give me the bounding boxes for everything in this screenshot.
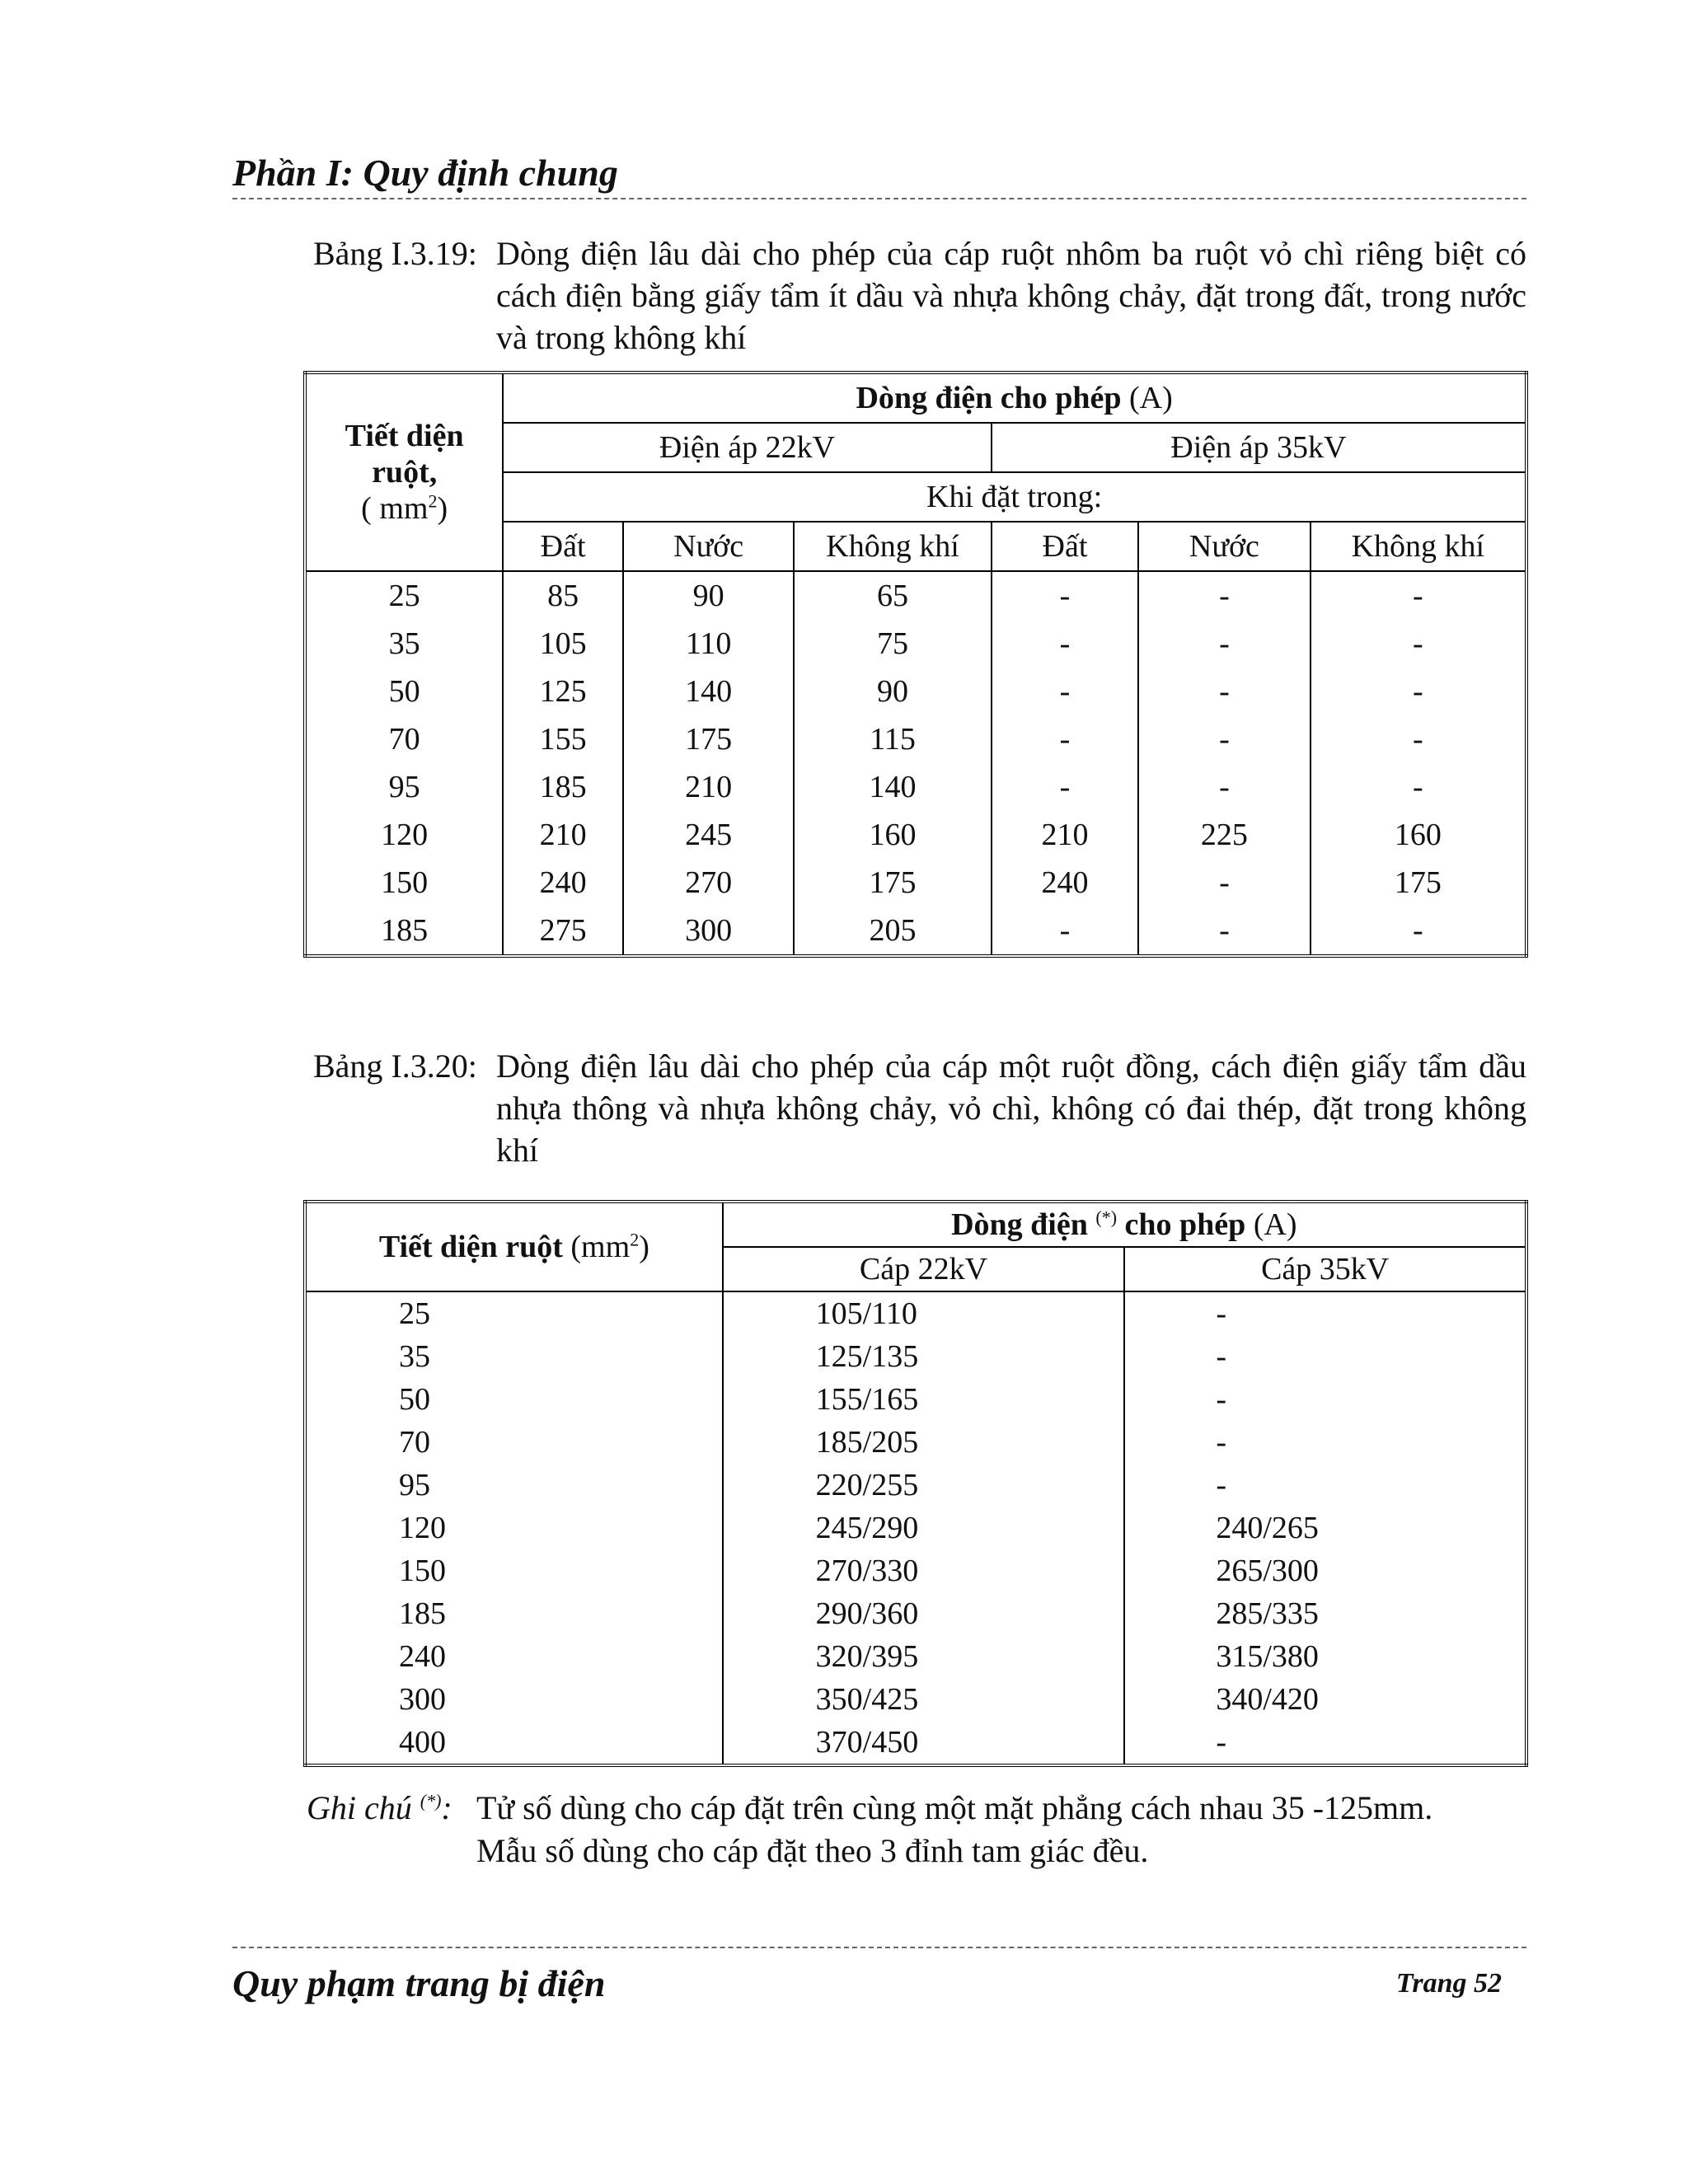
table-cell: 270 [623,859,794,907]
table1-sub-header: Không khí [1311,522,1526,571]
footer-rule [232,1947,1526,1948]
table-cell: 240/265 [1124,1507,1526,1549]
table1-current-header: Dòng điện cho phép (A) [503,373,1526,423]
table-cell: 210 [992,811,1138,859]
table-cell: 90 [623,571,794,620]
table1-sub-header: Đất [992,522,1138,571]
note [307,1787,1526,1872]
table-cell: - [1138,859,1310,907]
table-cell: 315/380 [1124,1635,1526,1678]
table-row [305,1378,1526,1421]
table-cell: 105 [503,620,623,668]
table1-col-header-line2: ruột, [372,455,438,490]
table2-current-header: Dòng điện (*) cho phép (A) [723,1202,1526,1247]
table-cell: 370/450 [723,1721,1125,1765]
table-cell: 265/300 [1124,1549,1526,1592]
table-row [305,1464,1526,1507]
table-cell: 320/395 [723,1635,1125,1678]
table-cell: 75 [794,620,991,668]
table-cell: - [1124,1378,1526,1421]
table-cell: 185 [305,907,503,956]
table-cell: 115 [794,715,991,763]
table-row [305,1678,1526,1721]
table-cell: 25 [305,571,503,620]
table-cell: 125 [503,668,623,715]
table-cell: 35 [305,1335,723,1378]
table2-body [305,1291,1526,1765]
table1-col-header [305,373,503,571]
table-row [305,1549,1526,1592]
table-cell: 175 [1311,859,1526,907]
table2-caption-body: Dòng điện lâu dài cho phép của cáp một ruột đồng, cách điện giấy tẩm dầu nhựa thông và nhựa không chảy, vỏ chì, không có đai thép, đặt trong không khí [496,1047,1526,1169]
table-cell: 150 [305,1549,723,1592]
table-cell: 240 [305,1635,723,1678]
table-cell: - [1138,668,1310,715]
table-row [305,1635,1526,1678]
table1-col-header-line1: Tiết diện [345,419,464,453]
table-cell: 110 [623,620,794,668]
table1-placement: Khi đặt trong: [503,472,1526,522]
table-row [305,1291,1526,1335]
table-cell: - [992,668,1138,715]
table-cell: 35 [305,620,503,668]
table-cell: 270/330 [723,1549,1125,1592]
table1-caption-lead: Bảng I.3.19: [313,235,477,272]
table2-caption [313,1045,1526,1171]
table-cell: 140 [794,763,991,811]
table-cell: 290/360 [723,1592,1125,1635]
table-cell: 160 [794,811,991,859]
note-text [476,1787,1526,1872]
table-cell: 185 [503,763,623,811]
table1 [303,371,1528,958]
table1-col-header-unit: ( $mm^2$) [361,490,448,526]
table-cell: 245/290 [723,1507,1125,1549]
note-line-1: Tử số dùng cho cáp đặt trên cùng một mặt phẳng cách nhau 35 -125mm. [476,1789,1433,1826]
table-cell: 120 [305,811,503,859]
table-cell: 220/255 [723,1464,1125,1507]
table-cell: 205 [794,907,991,956]
table-cell: 155 [503,715,623,763]
table1-sub-header: Đất [503,522,623,571]
table-cell: - [1311,620,1526,668]
table1-caption [313,232,1526,359]
table-cell: 175 [794,859,991,907]
table-cell: 50 [305,1378,723,1421]
table-cell: - [1138,571,1310,620]
table-cell: 300 [623,907,794,956]
table-cell: 240 [992,859,1138,907]
table-cell: 120 [305,1507,723,1549]
table1-body [305,571,1526,956]
table2-sub-header: Cáp 35kV [1124,1247,1526,1291]
table-cell: 70 [305,1421,723,1464]
table-cell: 300 [305,1678,723,1721]
table2-caption-lead: Bảng I.3.20: [313,1047,477,1085]
table-cell: 350/425 [723,1678,1125,1721]
table-cell: 25 [305,1291,723,1335]
table-row [305,1592,1526,1635]
table-cell: - [1124,1464,1526,1507]
table1-sub-header: Không khí [794,522,991,571]
table-cell: - [1311,907,1526,956]
table1-voltage-35: Điện áp 35kV [992,423,1526,472]
table-row [305,1421,1526,1464]
table-cell: - [1124,1421,1526,1464]
table1-voltage-22: Điện áp 22kV [503,423,991,472]
table-cell: - [1138,715,1310,763]
table-cell: 185/205 [723,1421,1125,1464]
table-row [305,715,1526,763]
table-cell: - [1138,763,1310,811]
table-row [305,1721,1526,1765]
table-cell: - [1124,1335,1526,1378]
table-row [305,1335,1526,1378]
table-cell: 70 [305,715,503,763]
table-cell: 105/110 [723,1291,1125,1335]
table-cell: 340/420 [1124,1678,1526,1721]
note-label: Ghi chú (*): [307,1789,452,1826]
table-cell: - [1138,907,1310,956]
note-line-2: Mẫu số dùng cho cáp đặt theo 3 đỉnh tam giác đều. [476,1832,1149,1869]
table-cell: 155/165 [723,1378,1125,1421]
table2 [303,1200,1528,1767]
table-row [305,763,1526,811]
table-row [305,811,1526,859]
table-cell: 95 [305,763,503,811]
table-cell: - [1138,620,1310,668]
table-cell: 140 [623,668,794,715]
table-cell: - [1311,668,1526,715]
table-row [305,859,1526,907]
table1-sub-header: Nước [623,522,794,571]
table-cell: 245 [623,811,794,859]
table-cell: - [1311,763,1526,811]
table-row [305,571,1526,620]
table-cell: - [992,571,1138,620]
table-cell: 150 [305,859,503,907]
table-cell: 185 [305,1592,723,1635]
table-cell: - [1311,571,1526,620]
table-row [305,668,1526,715]
table-cell: 210 [503,811,623,859]
footer-page-number: Trang 52 [1395,1968,1502,1999]
table-cell: - [1124,1721,1526,1765]
table2-sub-header: Cáp 22kV [723,1247,1125,1291]
table-cell: 65 [794,571,991,620]
table-cell: 275 [503,907,623,956]
table-cell: 95 [305,1464,723,1507]
table1-sub-header: Nước [1138,522,1310,571]
table-cell: - [1124,1291,1526,1335]
table-cell: 400 [305,1721,723,1765]
table-cell: - [1311,715,1526,763]
table-row [305,907,1526,956]
table-cell: - [992,715,1138,763]
table-cell: 160 [1311,811,1526,859]
header-rule [232,198,1526,199]
footer-title: Quy phạm trang bị điện [232,1962,606,2004]
table-cell: 85 [503,571,623,620]
table-cell: 285/335 [1124,1592,1526,1635]
table-cell: - [992,907,1138,956]
table-cell: 90 [794,668,991,715]
table-cell: 125/135 [723,1335,1125,1378]
table-cell: - [992,620,1138,668]
table-row [305,1507,1526,1549]
table-row [305,620,1526,668]
table2-col-header: Tiết diện ruột $(mm^2)$ [305,1202,723,1291]
table1-caption-body: Dòng điện lâu dài cho phép của cáp ruột nhôm ba ruột vỏ chì riêng biệt có cách điện bằng giấy tẩm ít dầu và nhựa không chảy, đặt trong đất, trong nước và trong không khí [496,235,1526,356]
table-cell: 240 [503,859,623,907]
table-cell: - [992,763,1138,811]
page-header-title: Phần I: Quy định chung [232,152,618,194]
table-cell: 225 [1138,811,1310,859]
table-cell: 210 [623,763,794,811]
table-cell: 50 [305,668,503,715]
table-cell: 175 [623,715,794,763]
